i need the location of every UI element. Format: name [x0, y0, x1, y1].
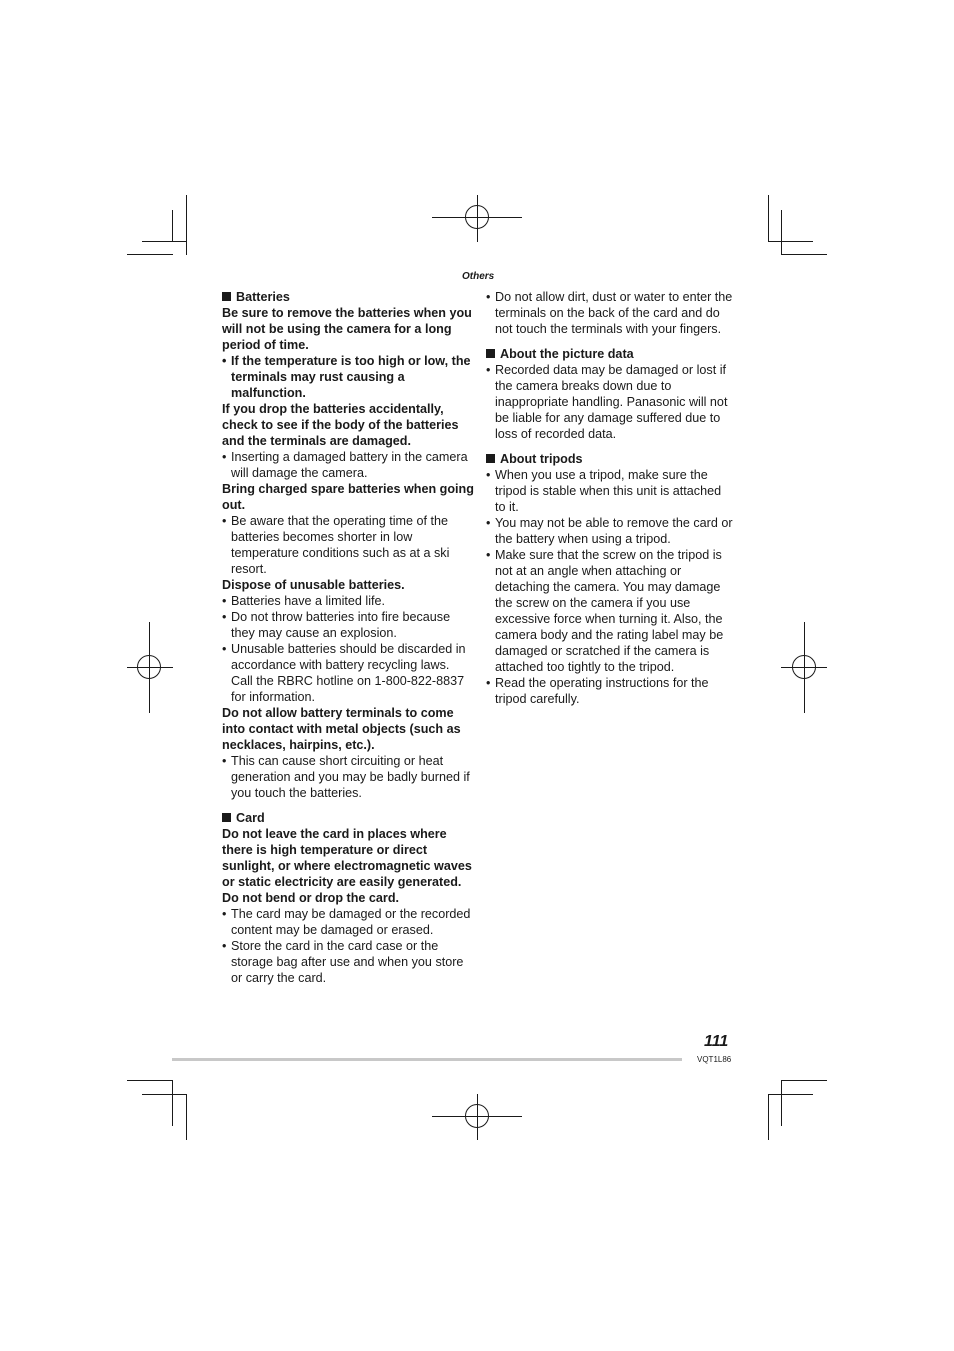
heading-tripods: About tripods [486, 451, 734, 467]
square-bullet-icon [486, 454, 495, 463]
list-item: • When you use a tripod, make sure the tripod is stable when this unit is attached to it. [486, 468, 722, 514]
paragraph: Do not bend or drop the card. [222, 891, 400, 905]
list-item: • Do not throw batteries into fire because they may cause an explosion. [222, 610, 451, 640]
list-item: • If the temperature is too high or low, the terminals may rust causing a malfunction. [222, 354, 471, 400]
square-bullet-icon [222, 292, 231, 301]
page-number: 111 [704, 1033, 729, 1050]
heading-batteries: Batteries [222, 289, 474, 305]
paragraph: Do not leave the card in places where there is high temperature or direct sunlight, or where electromagnetic waves or static electricity are easily generated. [222, 827, 472, 889]
section-label: Others [462, 271, 495, 282]
footer-rule [172, 1058, 682, 1061]
list-item: • Store the card in the card case or the storage bag after use and when you store or carry the card. [222, 939, 464, 985]
list-item: • This can cause short circuiting or heat generation and you may be badly burned if you touch the batteries. [222, 754, 470, 800]
list-item: • Make sure that the screw on the tripod is not at an angle when attaching or detaching the camera. You may damage the screw on the camera if you use excessive force when turning it. Also, the camera body and the rating label may be damaged or scratched if the camera is attached too tightly to the tripod. [486, 548, 724, 674]
heading-card: Card [222, 810, 474, 826]
list-item: • The card may be damaged or the recorded content may be damaged or erased. [222, 907, 471, 937]
list-item: • Unusable batteries should be discarded in accordance with battery recycling laws. Call the RBRC hotline on 1-800-822-8837 for information. [222, 642, 466, 704]
paragraph: Be sure to remove the batteries when you will not be using the camera for a long period of time. [222, 306, 472, 352]
heading-picture-data: About the picture data [486, 346, 734, 362]
list-item: • Do not allow dirt, dust or water to enter the terminals on the back of the card and do not touch the terminals with your fingers. [486, 290, 733, 336]
paragraph: If you drop the batteries accidentally, check to see if the body of the batteries and the terminals are damaged. [222, 402, 459, 448]
list-item: • You may not be able to remove the card or the battery when using a tripod. [486, 516, 733, 546]
list-item: • Recorded data may be damaged or lost if the camera breaks down due to inappropriate handling. Panasonic will not be liable for any damage suffered due to loss of recorded data. [486, 363, 728, 441]
square-bullet-icon [222, 813, 231, 822]
list-item: • Batteries have a limited life. [222, 594, 385, 608]
list-item: • Inserting a damaged battery in the camera will damage the camera. [222, 450, 468, 480]
document-code: VQT1L86 [697, 1055, 732, 1064]
right-column [486, 289, 734, 707]
list-item: • Be aware that the operating time of the batteries becomes shorter in low temperature conditions such as at a ski resort. [222, 514, 450, 576]
paragraph: Bring charged spare batteries when going out. [222, 482, 474, 512]
paragraph: Dispose of unusable batteries. [222, 578, 405, 592]
paragraph: Do not allow battery terminals to come into contact with metal objects (such as necklaces, hairpins, etc.). [222, 706, 461, 752]
list-item: • Read the operating instructions for the tripod carefully. [486, 676, 709, 706]
square-bullet-icon [486, 349, 495, 358]
left-column [222, 289, 474, 986]
